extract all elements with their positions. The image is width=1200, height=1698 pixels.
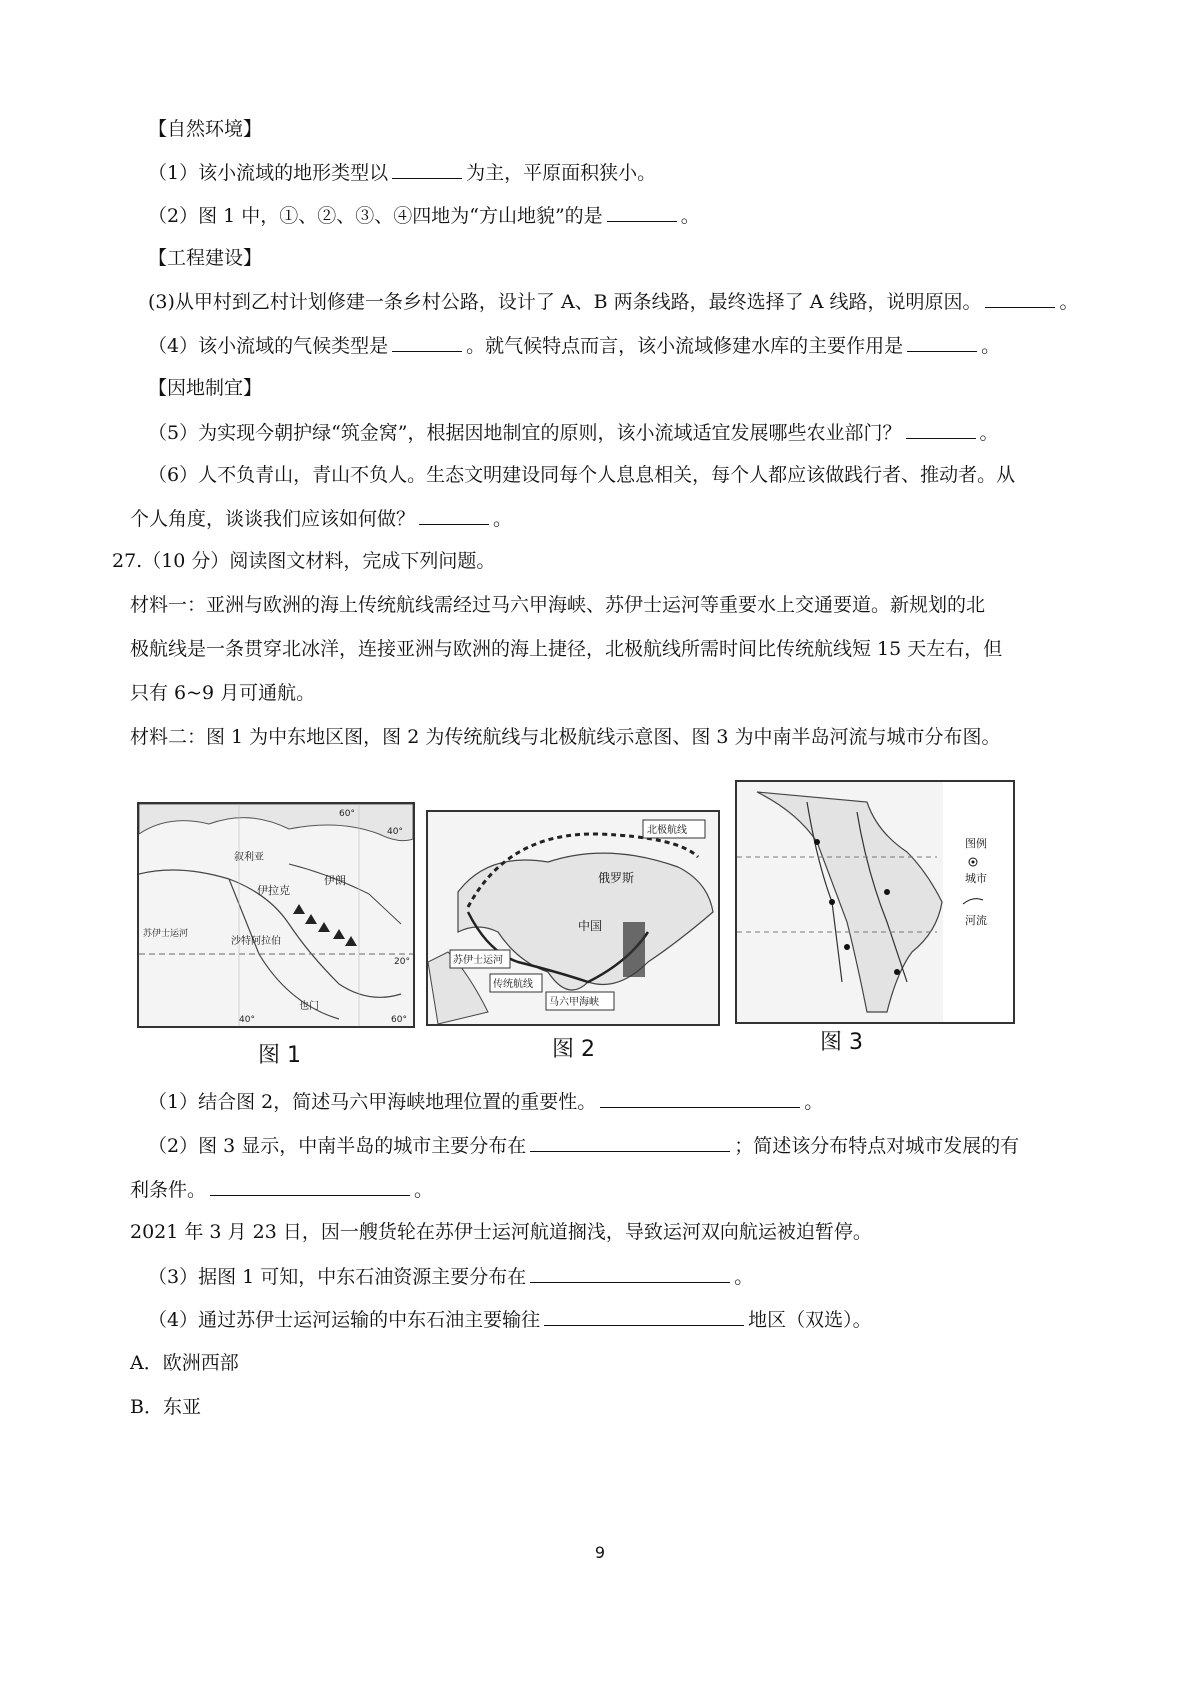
- label-russia: 俄罗斯: [598, 871, 635, 885]
- q26-6-line1: （6）人不负青山，青山不负人。生态文明建设同每个人息息相关，每个人都应该做践行者、推动者。从: [148, 464, 1016, 486]
- tick-40n: 40°: [387, 827, 403, 837]
- q27-material1-line1: 材料一：亚洲与欧洲的海上传统航线需经过马六甲海峡、苏伊士运河等重要水上交通要道。新规划的北: [130, 594, 986, 616]
- option-b[interactable]: B．东亚: [130, 1396, 201, 1418]
- q26-4: （4）该小流域的气候类型是 。就气候特点而言，该小流域修建水库的主要作用是 。: [148, 335, 1001, 357]
- legend-city: 城市: [965, 872, 987, 885]
- label-china: 中国: [578, 919, 603, 933]
- label-arctic-route: 北极航线: [647, 825, 687, 836]
- figure-2-caption: 图 2: [552, 1037, 595, 1062]
- q27-3: （3）据图 1 可知，中东石油资源主要分布在 。: [148, 1266, 754, 1288]
- q27-news: 2021 年 3 月 23 日，因一艘货轮在苏伊士运河航道搁浅，导致运河双向航运被迫暂停。: [130, 1221, 872, 1243]
- answer-blank[interactable]: [392, 160, 462, 179]
- q26-3: (3)从甲村到乙村计划修建一条乡村公路，设计了 A、B 两条线路，最终选择了 A 线路，说明原因。 。: [148, 291, 1079, 313]
- section-heading-local: 【因地制宜】: [148, 377, 263, 399]
- figure-2-shipping-routes-map: [426, 810, 720, 1026]
- label-iraq: 伊拉克: [257, 884, 290, 897]
- label-traditional-route: 传统航线: [493, 979, 533, 990]
- section-heading-nature: 【自然环境】: [148, 118, 263, 140]
- label-suez-canal: 苏伊士运河: [453, 955, 503, 966]
- answer-blank[interactable]: [607, 203, 677, 222]
- answer-blank[interactable]: [419, 506, 489, 525]
- q26-6-line2: 个人角度，谈谈我们应该如何做？ 。: [130, 508, 513, 530]
- answer-blank[interactable]: [600, 1089, 800, 1108]
- label-syria: 叙利亚: [234, 852, 264, 863]
- label-saudi: 沙特阿拉伯: [231, 936, 281, 947]
- q27-material1-line2: 极航线是一条贯穿北冰洋，连接亚洲与欧洲的海上捷径，北极航线所需时间比传统航线短 15 天左右，但: [130, 638, 1003, 660]
- answer-blank[interactable]: [210, 1177, 410, 1196]
- answer-blank[interactable]: [906, 420, 976, 439]
- q27-2: （2）图 3 显示，中南半岛的城市主要分布在 ；简述该分布特点对城市发展的有: [148, 1135, 1020, 1157]
- q26-5: （5）为实现今朝护绿“筑金窝”，根据因地制宜的原则，该小流域适宜发展哪些农业部门？ 。: [148, 422, 999, 444]
- q26-1: （1）该小流域的地形类型以 为主，平原面积狭小。: [148, 162, 657, 184]
- page-number: 9: [594, 1543, 606, 1562]
- tick-20n: 20°: [394, 957, 410, 967]
- tick-60e-bottom: 60°: [391, 1015, 407, 1025]
- legend-river: 河流: [965, 914, 987, 927]
- answer-blank[interactable]: [392, 333, 462, 352]
- option-a[interactable]: A．欧洲西部: [130, 1352, 239, 1374]
- answer-blank[interactable]: [985, 289, 1055, 308]
- q27-title: 27.（10 分）阅读图文材料，完成下列问题。: [112, 550, 496, 572]
- q27-material2: 材料二：图 1 为中东地区图，图 2 为传统航线与北极航线示意图、图 3 为中南半岛河流与城市分布图。: [130, 726, 1001, 748]
- q27-4: （4）通过苏伊士运河运输的中东石油主要输往 地区（双选）。: [148, 1309, 872, 1331]
- q27-1: （1）结合图 2，简述马六甲海峡地理位置的重要性。 。: [148, 1091, 824, 1113]
- answer-blank[interactable]: [907, 333, 977, 352]
- figure-1-middle-east-map: [137, 802, 415, 1028]
- figure-1-caption: 图 1: [258, 1043, 301, 1068]
- figure-3-indochina-map: [735, 780, 1015, 1024]
- q26-2: （2）图 1 中，①、②、③、④四地为“方山地貌”的是 。: [148, 205, 700, 227]
- label-suez: 苏伊士运河: [143, 929, 189, 939]
- label-yemen: 也门: [299, 1001, 319, 1012]
- section-heading-engineering: 【工程建设】: [148, 247, 263, 269]
- q27-2-line2: 利条件。 。: [130, 1179, 434, 1201]
- answer-blank[interactable]: [530, 1133, 730, 1152]
- tick-60e: 60°: [339, 809, 355, 819]
- answer-blank[interactable]: [544, 1307, 744, 1326]
- q27-material1-line3: 只有 6~9 月可通航。: [130, 682, 316, 704]
- label-iran: 伊朗: [324, 874, 346, 887]
- legend-title: 图例: [965, 837, 987, 850]
- answer-blank[interactable]: [530, 1264, 730, 1283]
- label-malacca: 马六甲海峡: [549, 997, 599, 1008]
- tick-40e: 40°: [239, 1015, 255, 1025]
- figure-3-caption: 图 3: [820, 1030, 863, 1055]
